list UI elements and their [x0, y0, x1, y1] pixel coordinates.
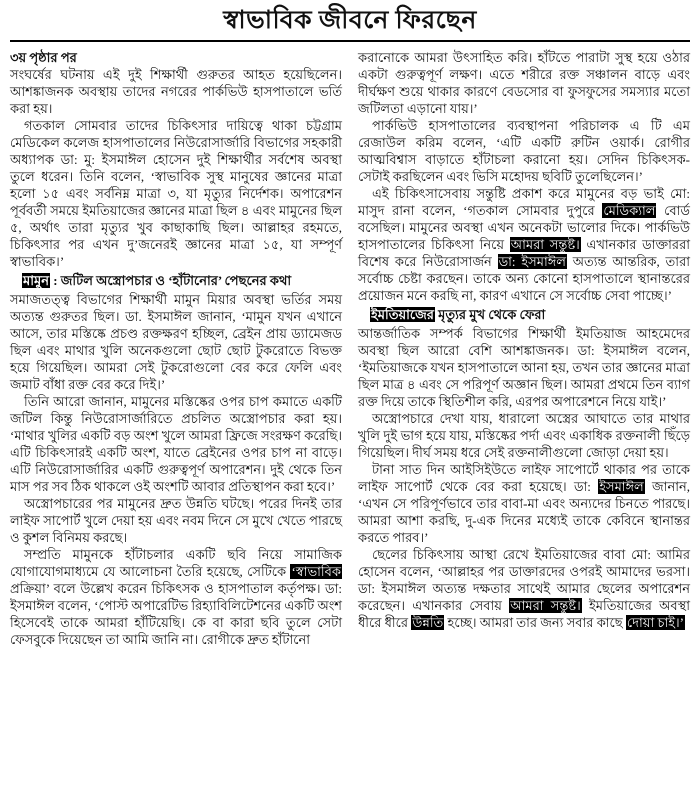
highlighted-text: ‘স্বাভাবিক	[291, 564, 341, 579]
text-segment: সম্প্রতি মামুনকে হাঁটাচলার একটি ছবি নিয়ে সামাজিক যোগাযোগমাধ্যমে যে আলোচনা তৈরি হয়েছে, সেটিকে	[10, 547, 342, 579]
highlighted-text: উন্নতি	[412, 615, 444, 630]
text-segment: হচ্ছে। আমরা তার জন্য সবার কাছে	[444, 615, 626, 630]
continuation-note	[10, 49, 342, 66]
text-segment: প্রক্রিয়া’ বলে উল্লেখ করেন চিকিৎসক ও হাসপাতাল কর্তৃপক্ষ। ডা: ইসমাঈল বলেন, ‘পোস্ট অপারেটিভ রিহ্যাবিলিটেশনের একটি অংশ হিসেবেই তাকে আমরা হাঁটিয়েছি। কে বা কারা ছবি তুলে সেটা ফেসবুকে দিয়েছেন তা আমি জানি না। রোগীকে দ্রুত হাঁটানো	[10, 581, 342, 647]
article-body	[10, 49, 690, 648]
text-segment: : জটিল অস্ত্রোপচার ও ‘হাঁটানোর’ পেছনের কথা	[49, 273, 292, 288]
paragraph	[10, 117, 342, 270]
highlighted-text: দোয়া চাই।’	[626, 615, 684, 630]
text-segment: আন্তর্জাতিক সম্পর্ক বিভাগের শিক্ষার্থী ইমতিয়াজ আহমেদের অবস্থা ছিল আরো বেশি আশঙ্কাজনক। ডা: ইসমাঈল বলেন, ‘ইমতিয়াজকে যখন হাসপাতালে আনা হয়, তখন তার জ্ঞানের মাত্রা ছিল মাত্র ৪ এবং সে পরিপূর্ণ অজ্ঞান ছিল। আমরা প্রথমে তিন ব্যাগ রক্ত দিয়ে তাকে স্থিতিশীল করি, এরপর অপারেশনে নিয়ে যাই।’	[358, 326, 690, 409]
text-segment: সংঘর্ষের ঘটনায় এই দুই শিক্ষার্থী গুরুতর আহত হয়েছিলেন। আশঙ্কাজনক অবস্থায় তাদের নগরের পার্কভিউ হাসপাতালে ভর্তি করা হয়।	[10, 67, 342, 116]
text-segment: সমাজতত্ত্ব বিভাগের শিক্ষার্থী মামুন মিয়ার অবস্থা ভর্তির সময় অত্যন্ত গুরুতর ছিল। ডা. ইসমাঈল জানান, ‘মামুন যখন এখানে আসে, তার মস্তিষ্কে প্রচণ্ড রক্তক্ষরণ হচ্ছিল, ব্রেইন প্রায় ড্যামেজড ছিল এবং মাথার খুলি অনেকগুলো ছোট ছোট টুকরোতে বিভক্ত হয়ে গিয়েছিল। আমরা সেই টুকরোগুলো বের করে ফেলি এবং জমাট বাঁধা রক্ত বের করে দিই।’	[10, 292, 342, 392]
highlighted-text: আমরা সন্তুষ্ট।	[510, 237, 580, 252]
text-segment: পার্কভিউ হাসপাতালের ব্যবস্থাপনা পরিচালক এ টি এম রেজাউল করিম বলেন, ‘এটি একটি রুটিন ওয়ার্ক। রোগীর আত্মবিশ্বাস বাড়াতে হাঁটাচলা করানো হয়। সেদিন চিকিৎসক- সেটাই করছিলেন এবং ভিসি মহোদয় ছবিটি তুলেছিলেন।’	[358, 118, 690, 184]
paragraph	[358, 185, 690, 304]
column-right	[358, 49, 690, 648]
text-segment: জানান, ‘এখন সে পরিপূর্ণভাবে তার বাবা-মা এবং অন্যদের চিনতে পারছে। আমরা আশা করছি, দু-এক দিনের মধ্যেই তাকে কেবিনে স্থানান্তর করতে পারব।’	[358, 479, 690, 545]
paragraph	[358, 325, 690, 410]
paragraph	[358, 410, 690, 461]
text-segment: এখানকার ডাক্তাররা বিশেষ করে নিউরোসার্জন	[358, 237, 690, 269]
text-segment: ইমতিয়াজের অবস্থা ধীরে ধীরে	[358, 598, 690, 630]
highlighted-text: আমরা সন্তুষ্ট।	[510, 598, 581, 613]
paragraph	[10, 66, 342, 117]
text-segment: ছেলের চিকিৎসায় আস্থা রেখে ইমতিয়াজের বাবা মো: আমির হোসেন বলেন, ‘আল্লাহর পর ডাক্তারদের ওপরই আমাদের ভরসা। ডা: ইসমাঈল অত্যন্ত দক্ষতার সাথেই আমার ছেলের অপারেশন করেছেন। এখানকার সেবায়	[358, 547, 690, 613]
paragraph	[10, 291, 342, 393]
text-segment: ৩য় পৃষ্ঠার পর	[10, 50, 77, 65]
text-segment: করানোকে আমরা উৎসাহিত করি। হাঁটতে পারাটা সুস্থ হয়ে ওঠার একটা গুরুত্বপূর্ণ লক্ষণ। এতে শরীরে রক্ত সঞ্চালন বাড়ে এবং দীর্ঘক্ষণ শুয়ে থাকার কারণে বেডসোর বা ফুসফুসের সমস্যার মতো জটিলতা এড়ানো যায়।’	[358, 50, 690, 116]
text-segment: তিনি আরো জানান, মামুনের মস্তিষ্কের ওপর চাপ কমাতে একটি জটিল কিন্তু নিউরোসার্জারিতে প্রচলিত অস্ত্রোপচার করা হয়। ‘মাথার খুলির একটি বড় অংশ খুলে আমরা ফ্রিজে সংরক্ষণ করেছি। এটি চিকিৎসারই একটি অংশ, যাতে ব্রেইনের ওপর চাপ না বাড়ে। এটি নিউরোসার্জারির একটি গুরুত্বপূর্ণ অপারেশন। দুই থেকে তিন মাস পর সব ঠিক থাকলে ওই অংশটি আবার প্রতিস্থাপন করা হবে।’	[10, 394, 342, 494]
section-subheading	[358, 306, 690, 323]
text-segment: বোর্ড বসেছিল। মামুনের অবস্থা এখন অনেকটা ভালোর দিকে। পার্কভিউ হাসপাতালের চিকিৎসা নিয়ে	[358, 203, 690, 252]
highlighted-text: মামুন	[23, 273, 49, 288]
highlighted-text: ইমতিয়াজের	[371, 307, 434, 322]
highlighted-text: ইসমাঈল	[599, 479, 644, 494]
text-segment: মৃত্যুর মুখ থেকে ফেরা	[434, 307, 546, 322]
text-segment: এই চিকিৎসাসেবায় সন্তুষ্টি প্রকাশ করে মামুনের বড় ভাই মো: মাসুদ রানা বলেন, ‘গতকাল সোমবার দুপুরে	[358, 186, 690, 218]
highlighted-text: মেডিক্যাল	[603, 203, 656, 218]
paragraph	[10, 495, 342, 546]
paragraph	[358, 461, 690, 546]
text-segment: অস্ত্রোপচারে দেখা যায়, ধারালো অস্ত্রের আঘাতে তার মাথার খুলি দুই ভাগ হয়ে যায়, মস্তিষ্কের পর্দা এবং একাধিক রক্তনালী ছিঁড়ে গিয়েছিল। দীর্ঘ সময় ধরে সেই রক্তনালীগুলো জোড়া দেয়া হয়।	[358, 411, 690, 460]
paragraph	[358, 49, 690, 117]
text-segment: টানা সাত দিন আইসিইউতে লাইফ সাপোর্টে থাকার পর তাকে লাইফ সাপোর্ট থেকে বের করা হয়েছে। ডা:	[358, 462, 690, 494]
text-segment: অত্যন্ত আন্তরিক, তারা সর্বোচ্চ চেষ্টা করছেন। তাকে অন্য কোনো হাসপাতালে স্থানান্তরের প্রয়োজন মনে করছি না, কারণ এখানে সে সর্বোচ্চ সেবা পাচ্ছে।’	[358, 254, 690, 303]
paragraph	[358, 117, 690, 185]
highlighted-text: ডা: ইসমাঈল	[498, 254, 566, 269]
paragraph	[10, 393, 342, 495]
text-segment: অস্ত্রোপচারের পর মামুনের দ্রুত উন্নতি ঘটছে। পরের দিনই তার লাইফ সাপোর্ট খুলে দেয়া হয় এবং নবম দিনে সে মুখে খেতে পারছে ও কুশল বিনিময় করছে।	[10, 496, 342, 545]
section-subheading	[10, 272, 342, 289]
paragraph	[10, 546, 342, 648]
paragraph	[358, 546, 690, 631]
article-headline: স্বাভাবিক জীবনে ফিরছেন	[223, 7, 477, 34]
text-segment: গতকাল সোমবার তাদের চিকিৎসার দায়িত্বে থাকা চট্টগ্রাম মেডিকেল কলেজ হাসপাতালের নিউরোসার্জারি বিভাগের সহকারী অধ্যাপক ডা: মু: ইসমাঈল হোসেন দুই শিক্ষার্থীর সর্বশেষ অবস্থা তুলে ধরেন। তিনি বলেন, ‘স্বাভাবিক সুস্থ মানুষের জ্ঞানের মাত্রা হলো ১৫ এবং সর্বনিম্ন মাত্রা ৩, যা মৃত্যুর নির্দেশক। অপারেশন পূর্ববর্তী সময়ে ইমতিয়াজের জ্ঞানের মাত্রা ছিল ৪ এবং মামুনের ছিল ৫, অর্থাৎ তারা মৃত্যুর খুব কাছাকাছি ছিল। আল্লাহর রহমতে, চিকিৎসার পর এখন দু’জনেরই জ্ঞানের মাত্রা ১৫, যা সম্পূর্ণ স্বাভাবিক।’	[10, 118, 342, 269]
column-left	[10, 49, 342, 648]
headline-rule	[10, 40, 690, 42]
